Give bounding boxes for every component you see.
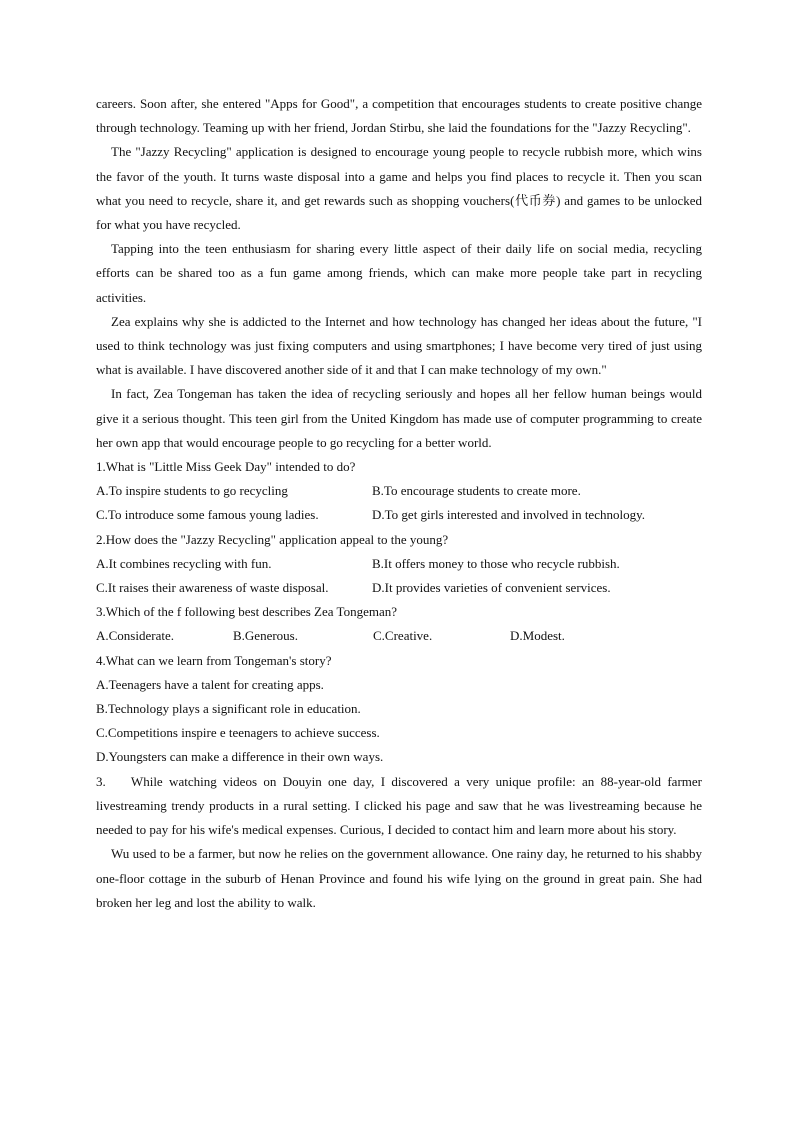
option-row <box>96 479 702 503</box>
question-stem: 1.What is "Little Miss Geek Day" intended to do? <box>96 459 356 475</box>
option-b: B.Generous. <box>233 628 298 644</box>
question-3 <box>96 600 702 648</box>
option-b: B.It offers money to those who recycle rubbish. <box>372 555 620 571</box>
option-row <box>96 624 702 648</box>
passage-3-paragraph: 3. While watching videos on Douyin one day, I discovered a very unique profile: an 88-year-old farmer livestreaming trendy products in a rural setting. I clicked his page and saw that he was livestreaming because he needed to pay for his wife's medical expenses. Curious, I decided to contact him and learn more about his story. <box>96 773 706 838</box>
question-stem: 2.How does the "Jazzy Recycling" application appeal to the young? <box>96 531 449 547</box>
option-d: D.Modest. <box>510 628 565 644</box>
option-c: C.Competitions inspire e teenagers to achieve success. <box>96 725 380 741</box>
option-row <box>96 576 702 600</box>
option-row <box>96 552 702 576</box>
document-page <box>96 92 706 915</box>
passage-paragraph: careers. Soon after, she entered "Apps for Good", a competition that encourages students to create positive change through technology. Teaming up with her friend, Jordan Stirbu, she laid the foundations for the "Jazzy Recycling". <box>96 96 702 136</box>
option-c: C.To introduce some famous young ladies. <box>96 507 319 523</box>
question-2 <box>96 528 702 601</box>
option-a: A.To inspire students to go recycling <box>96 483 288 499</box>
passage-3-paragraph: Wu used to be a farmer, but now he relies on the government allowance. One rainy day, he returned to his shabby one-floor cottage in the suburb of Henan Province and found his wife lying on the ground in great pain. She had broken her leg and lost the ability to walk. <box>96 846 702 910</box>
option-a: A.Teenagers have a talent for creating apps. <box>96 676 324 692</box>
option-row <box>96 503 702 527</box>
option-d: D.It provides varieties of convenient services. <box>372 580 611 596</box>
option-b: B.To encourage students to create more. <box>372 483 581 499</box>
option-b: B.Technology plays a significant role in education. <box>96 701 361 717</box>
question-stem: 4.What can we learn from Tongeman's story? <box>96 652 332 668</box>
passage-paragraph: In fact, Zea Tongeman has taken the idea of recycling seriously and hopes all her fellow human beings would give it a serious thought. This teen girl from the United Kingdom has made use of computer programming to create her own app that would encourage people to go recycling for a better world. <box>96 386 702 450</box>
passage-paragraph: The "Jazzy Recycling" application is designed to encourage young people to recycle rubbish more, which wins the favor of the youth. It turns waste disposal into a game and helps you find places to recycle it. Then you scan what you need to recycle, share it, and get rewards such as shopping vouchers(代币券) and games to be unlocked for what you have recycled. <box>96 144 702 233</box>
question-stem: 3.Which of the f following best describes Zea Tongeman? <box>96 604 398 620</box>
option-c: C.Creative. <box>373 628 433 644</box>
question-1 <box>96 455 702 528</box>
option-a: A.Considerate. <box>96 628 174 644</box>
option-d: D.Youngsters can make a difference in their own ways. <box>96 749 384 765</box>
option-a: A.It combines recycling with fun. <box>96 555 272 571</box>
option-c: C.It raises their awareness of waste disposal. <box>96 580 329 596</box>
option-d: D.To get girls interested and involved in technology. <box>372 507 645 523</box>
passage-paragraph: Tapping into the teen enthusiasm for sharing every little aspect of their daily life on social media, recycling efforts can be shared too as a fun game among friends, which can make more people take part in recycling activities. <box>96 241 702 305</box>
question-4 <box>96 649 702 770</box>
passage-paragraph: Zea explains why she is addicted to the Internet and how technology has changed her ideas about the future, "I used to think technology was just fixing computers and using smartphones; I have become very tired of just using what is available. I have discovered another side of it and that I can make technology of my own." <box>96 313 702 378</box>
